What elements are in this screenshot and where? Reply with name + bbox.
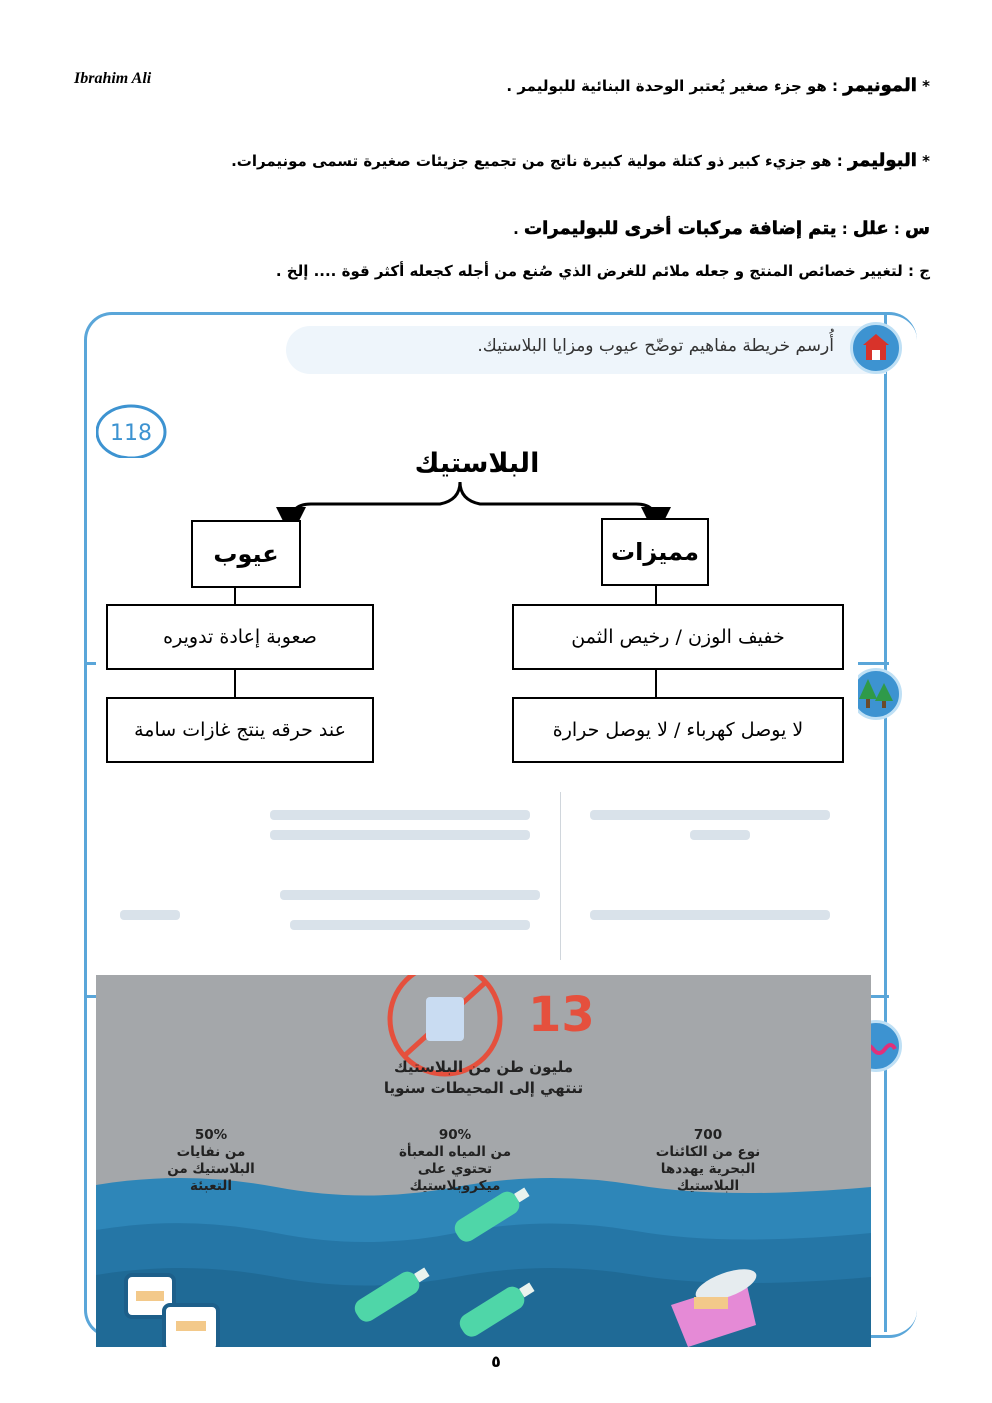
house-icon-graphic [853, 325, 899, 371]
question-label: س [905, 218, 930, 239]
headline-number: 13 [528, 987, 595, 1043]
page-badge [96, 402, 174, 458]
faded-row [290, 920, 530, 930]
page-badge-number: 118 [110, 421, 152, 446]
plastic-infographic [96, 975, 871, 1347]
textbook-rail [884, 312, 887, 1332]
stat-line: البلاستيك [676, 1178, 740, 1194]
stat-line: البحرية يهددها [660, 1161, 756, 1177]
stat-value: 50% [194, 1127, 228, 1143]
disadvantage-item: صعوبة إعادة تدويره [106, 604, 374, 670]
answer-line: ج : لتغيير خصائص المنتج و جعله ملائم للغرض الذي صُنع من أجله كجعله أكثر قوة .... إلخ . [275, 262, 930, 280]
concept-map [96, 400, 858, 792]
question-why: علل [852, 218, 889, 239]
faded-row [270, 810, 530, 820]
question-text: يتم إضافة مركبات أخرى للبوليمرات [524, 218, 837, 239]
right-brace-arm [460, 482, 656, 522]
plastic-bag-icon [426, 997, 464, 1041]
stat-line: نوع من الكائنات [655, 1144, 761, 1160]
author-name: Ibrahim Ali [74, 70, 152, 87]
page-number: ٥ [491, 1352, 501, 1371]
faded-row [590, 910, 830, 920]
stat-marine-species [623, 1127, 793, 1195]
headline-caption: مليون طن من البلاستيك [393, 1058, 574, 1076]
faded-row [590, 810, 830, 820]
disadvantage-item: عند حرقه ينتج غازات سامة [106, 697, 374, 763]
bullet: * [916, 77, 930, 95]
stat-bottled-water [370, 1127, 540, 1195]
stat-value: 90% [438, 1127, 472, 1143]
faded-row [120, 910, 180, 920]
question-separator: : [836, 220, 853, 238]
house-icon [850, 322, 902, 374]
polymer-definition [231, 150, 930, 171]
shopping-bag-icon [164, 1305, 218, 1347]
monomer-definition [506, 75, 930, 96]
polymer-text: : هو جزيء كبير ذو كتلة مولية كبيرة ناتج من تجميع جزيئات صغيرة تسمى مونيمرات. [231, 152, 848, 170]
disadvantages-heading: عيوب [191, 520, 301, 588]
stat-value: 700 [693, 1127, 723, 1143]
left-brace-arm [291, 482, 460, 522]
stat-line: من المياه المعبأة [398, 1144, 512, 1160]
stat-packaging-waste [126, 1127, 296, 1195]
stat-line: البلاستيك من [167, 1161, 255, 1177]
stat-line: التعبئة [189, 1178, 233, 1194]
faded-row [270, 830, 530, 840]
trees-icon-graphic [853, 671, 899, 717]
advantages-heading: مميزات [601, 518, 709, 586]
concept-map-title: البلاستيك [414, 448, 540, 479]
polymer-term: البوليمر [847, 150, 917, 171]
stat-line: من نفايات [176, 1144, 246, 1160]
monomer-term: المونيمر [843, 75, 917, 96]
advantage-item: لا يوصل كهرباء / لا يوصل حرارة [512, 697, 844, 763]
faded-row [280, 890, 540, 900]
advantage-item: خفيف الوزن / رخيص الثمن [512, 604, 844, 670]
question-end: . [513, 220, 524, 238]
textbook-instruction: أُرسم خريطة مفاهيم توضّح عيوب ومزايا البلاستيك. [477, 336, 834, 356]
stat-line: تحتوي على [417, 1161, 493, 1177]
question-line [513, 218, 930, 239]
headline-caption: تنتهي إلى المحيطات سنويا [383, 1079, 584, 1097]
stat-line: ميكروبلاستيك [409, 1178, 501, 1194]
monomer-text: : هو جزء صغير يُعتبر الوحدة البنائية للبوليمر . [506, 77, 844, 95]
faded-row [690, 830, 750, 840]
faded-table [230, 790, 860, 960]
page-badge-graphic [96, 402, 174, 458]
question-separator: : [888, 220, 906, 238]
bullet: * [916, 152, 930, 170]
